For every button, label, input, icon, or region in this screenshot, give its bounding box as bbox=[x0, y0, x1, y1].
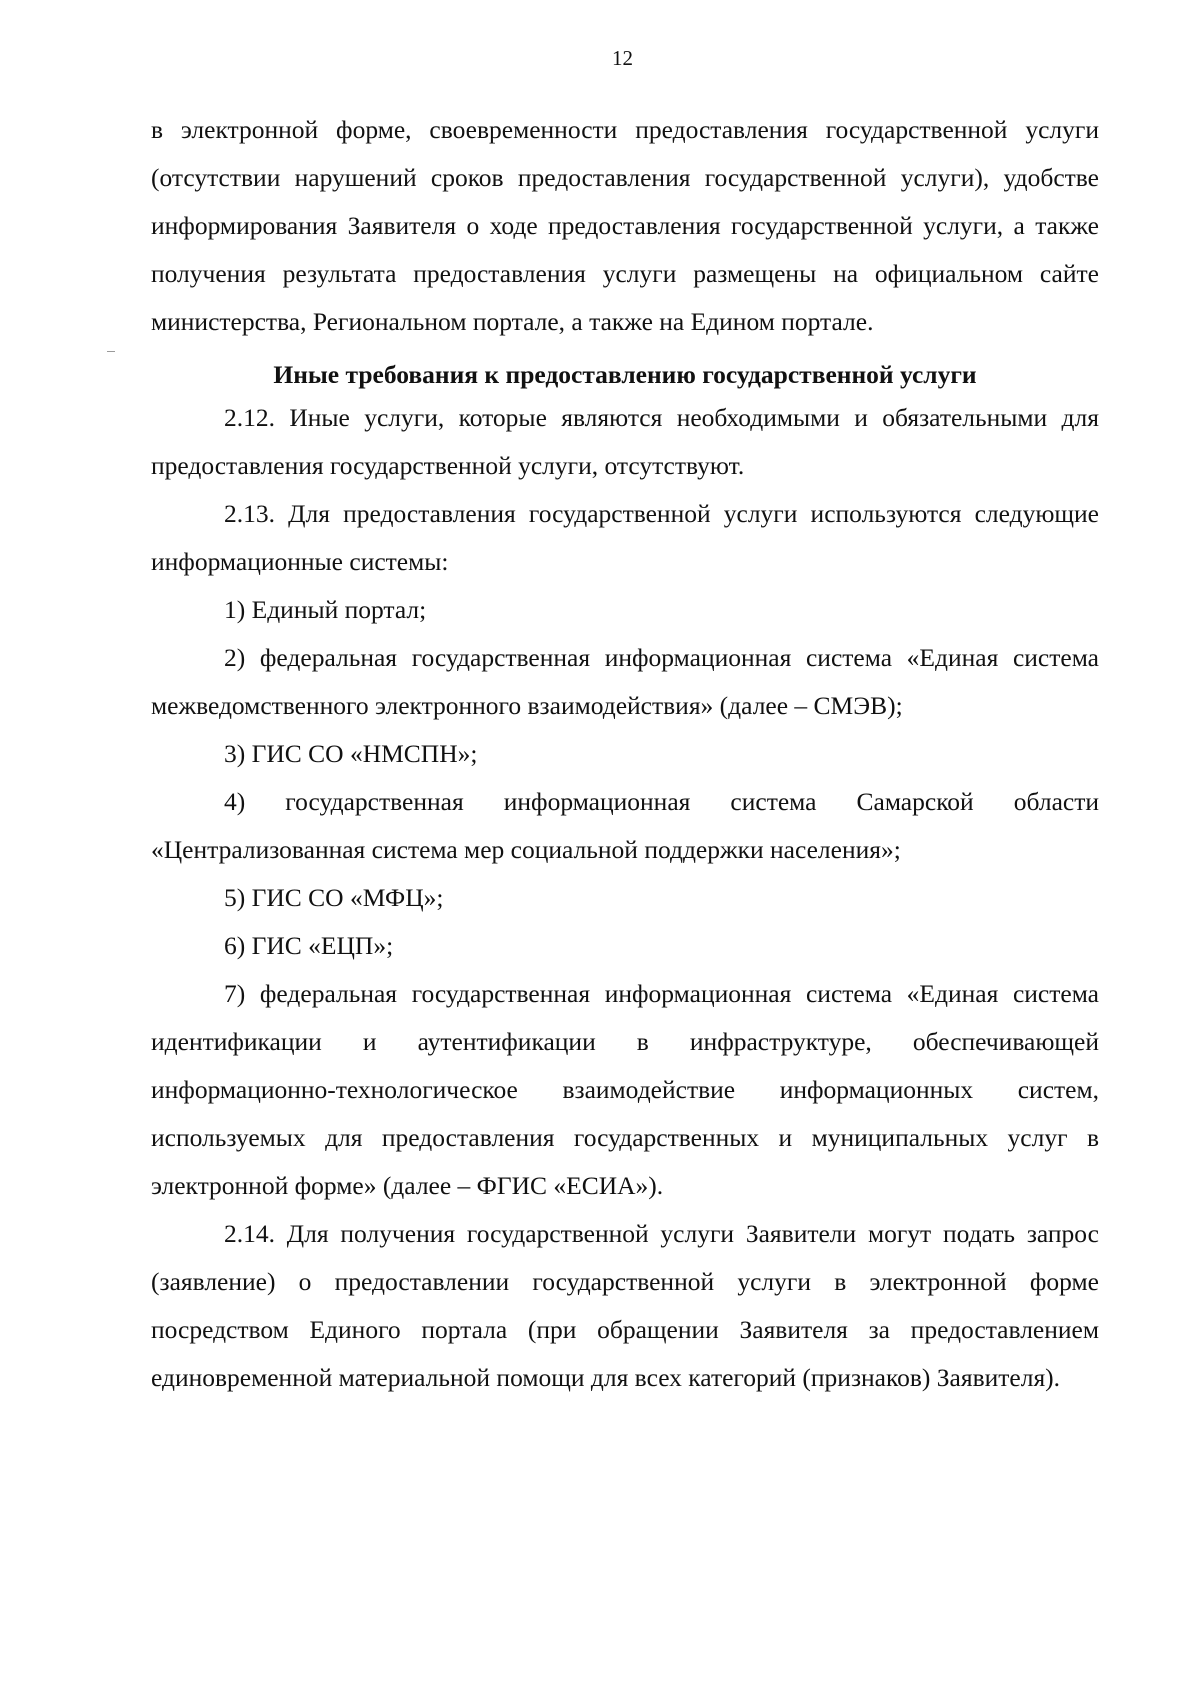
paragraph-2-12: 2.12. Иные услуги, которые являются необходимыми и обязательными для предоставления государственной услуги, отсутствуют. bbox=[151, 403, 1099, 480]
paragraph-2-14: 2.14. Для получения государственной услуги Заявители могут подать запрос (заявление) о предоставлении государственной услуги в электронной форме посредством Единого портала (при обращении Заявителя за предоставлением единовременной материальной помощи для всех категорий (признаков) Заявителя). bbox=[151, 1219, 1099, 1392]
list-item-6: 6) ГИС «ЕЦП»; bbox=[224, 931, 394, 960]
list-item-2: 2) федеральная государственная информационная система «Единая система межведомственного электронного взаимодействия» (далее – СМЭВ); bbox=[151, 643, 1099, 720]
margin-mark bbox=[107, 351, 115, 352]
paragraph-2-13: 2.13. Для предоставления государственной услуги используются следующие информационные системы: bbox=[151, 499, 1099, 576]
list-item-3: 3) ГИС СО «НМСПН»; bbox=[224, 739, 478, 768]
paragraph-intro: в электронной форме, своевременности предоставления государственной услуги (отсутствии нарушений сроков предоставления государственной услуги), удобстве информирования Заявителя о ходе предоставления государственной услуги, а также получения результата предоставления услуги размещены на официальном сайте министерства, Региональном портале, а также на Едином портале. bbox=[151, 115, 1099, 336]
list-item-4: 4) государственная информационная система Самарской области «Централизованная система мер социальной поддержки населения»; bbox=[151, 787, 1099, 864]
document-body bbox=[151, 106, 1099, 1402]
section-heading: Иные требования к предоставлению государственной услуги bbox=[273, 360, 977, 389]
list-item-7: 7) федеральная государственная информационная система «Единая система идентификации и аутентификации в инфраструктуре, обеспечивающей информационно-технологическое взаимодействие информационных систем, используемых для предоставления государственных и муниципальных услуг в электронной форме» (далее – ФГИС «ЕСИА»). bbox=[151, 979, 1099, 1200]
page-number: 12 bbox=[612, 46, 633, 70]
list-item-1: 1) Единый портал; bbox=[224, 595, 427, 624]
list-item-5: 5) ГИС СО «МФЦ»; bbox=[224, 883, 444, 912]
